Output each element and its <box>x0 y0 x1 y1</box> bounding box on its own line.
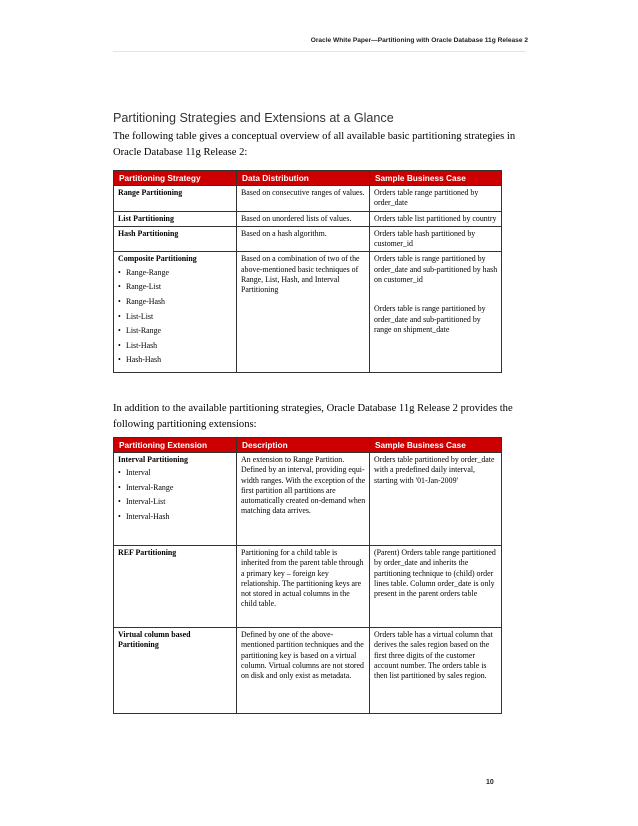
distribution-cell: Based on a hash algorithm. <box>237 226 370 252</box>
strategy-name-cell: Hash Partitioning <box>114 226 237 252</box>
description-cell: Defined by one of the above-mentioned partition techniques and the partitioning key is based on a virtual column. Virtual columns are not stored on disk and only exist as metadata. <box>237 628 370 714</box>
table-row <box>114 186 502 212</box>
table-row <box>114 628 502 714</box>
business-case-cell: (Parent) Orders table range partitioned by order_date and inherits the partitioning technique to (child) order lines table. Column order_date is only present in the parent orders table <box>370 546 502 628</box>
table-row <box>114 546 502 628</box>
column-header: Partitioning Extension <box>114 438 237 453</box>
interval-list <box>118 468 233 522</box>
business-case-cell <box>370 252 502 372</box>
strategy-name-cell: List Partitioning <box>114 211 237 226</box>
column-header: Sample Business Case <box>370 171 502 186</box>
header-divider <box>113 51 526 52</box>
extension-name-cell: REF Partitioning <box>114 546 237 628</box>
column-header: Partitioning Strategy <box>114 171 237 186</box>
table-row <box>114 252 502 372</box>
business-case-cell: Orders table partitioned by order_date with a predefined daily interval, starting with '01-Jan-2009' <box>370 453 502 546</box>
strategies-table <box>113 170 502 373</box>
description-cell: Partitioning for a child table is inherited from the parent table through a primary key – foreign key relationship. The partitioning keys are not stored in actual columns in the child table. <box>237 546 370 628</box>
distribution-cell: Based on consecutive ranges of values. <box>237 186 370 212</box>
strategy-name-cell: Composite Partitioning • Range-Range • Range-List • Range-Hash • List-List • List-Range • List-Hash • Hash-Hash <box>114 252 237 372</box>
list-item: • Range-Hash <box>118 297 233 307</box>
distribution-cell: Based on unordered lists of values. <box>237 211 370 226</box>
composite-list <box>118 268 233 366</box>
page-header: Oracle White Paper—Partitioning with Oracle Database 11g Release 2 <box>310 37 528 44</box>
table-header-row <box>114 171 502 186</box>
list-item: • Interval-List <box>118 497 233 507</box>
business-case-cell: Orders table range partitioned by order_date <box>370 186 502 212</box>
column-header: Data Distribution <box>237 171 370 186</box>
list-item: • Interval <box>118 468 233 478</box>
table-row <box>114 226 502 252</box>
extensions-paragraph: In addition to the available partitioning strategies, Oracle Database 11g Release 2 provides the following partitioning extensions: <box>113 403 513 430</box>
column-header: Description <box>237 438 370 453</box>
table-row <box>114 453 502 546</box>
list-item: • List-Range <box>118 326 233 336</box>
list-item: • Interval-Range <box>118 483 233 493</box>
extension-name-cell: Interval Partitioning • Interval • Interval-Range • Interval-List • Interval-Hash <box>114 453 237 546</box>
business-case-cell: Orders table hash partitioned by customer_id <box>370 226 502 252</box>
description-cell: An extension to Range Partition. Defined by an interval, providing equi-width ranges. With the exception of the first partition all partitions are automatically created on-demand when matching data arrives. <box>237 453 370 546</box>
list-item: • Interval-Hash <box>118 512 233 522</box>
extension-name-cell: Virtual column based Partitioning <box>114 628 237 714</box>
business-case-text: Orders table is range partitioned by order_date and sub-partitioned by range on shipment_date <box>374 304 486 334</box>
table-row <box>114 211 502 226</box>
column-header: Sample Business Case <box>370 438 502 453</box>
table-header-row <box>114 438 502 453</box>
list-item: • Range-Range <box>118 268 233 278</box>
extensions-table <box>113 437 502 714</box>
list-item: • List-Hash <box>118 341 233 351</box>
list-item: • Hash-Hash <box>118 355 233 365</box>
business-case-cell: Orders table list partitioned by country <box>370 211 502 226</box>
business-case-cell: Orders table has a virtual column that derives the sales region based on the first three digits of the customer account number. The orders table is then list partitioned by sales region. <box>370 628 502 714</box>
business-case-text: Orders table is range partitioned by order_date and sub-partitioned by hash on customer_id <box>374 254 498 285</box>
section-title: Partitioning Strategies and Extensions at a Glance <box>113 111 394 125</box>
intro-paragraph: The following table gives a conceptual overview of all available basic partitioning strategies in Oracle Database 11g Release 2: <box>113 131 516 158</box>
distribution-cell: Based on a combination of two of the above-mentioned basic techniques of Range, List, Hash, and Interval Partitioning <box>237 252 370 372</box>
list-item: • Range-List <box>118 282 233 292</box>
page-number: 10 <box>486 779 494 786</box>
list-item: • List-List <box>118 312 233 322</box>
strategy-name-cell: Range Partitioning <box>114 186 237 212</box>
